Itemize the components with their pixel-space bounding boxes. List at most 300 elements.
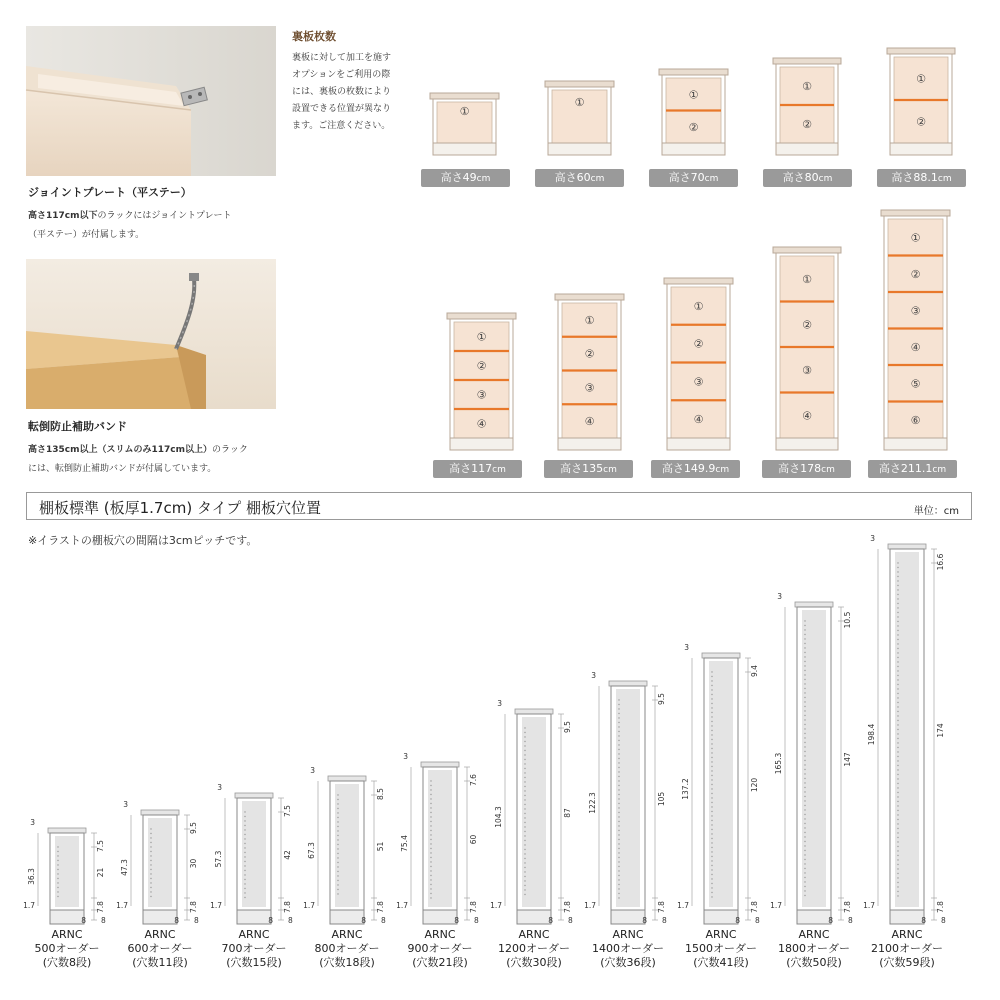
shelf-hole xyxy=(430,857,431,858)
rack-base xyxy=(450,438,513,450)
shelf-hole xyxy=(804,728,805,729)
shelf-hole xyxy=(337,799,338,800)
shelf-hole xyxy=(150,860,151,861)
shelf-hole xyxy=(804,832,805,833)
shelf-hole xyxy=(337,808,338,809)
shelf-hole xyxy=(244,892,245,893)
shelf-hole xyxy=(804,841,805,842)
rack-top-board xyxy=(773,58,841,64)
shelf-hole xyxy=(711,896,712,897)
rack-top-board xyxy=(881,210,950,216)
shelf-hole xyxy=(524,858,525,859)
shelf-hole xyxy=(430,785,431,786)
dim-inner: 67.3 xyxy=(307,842,316,859)
shelf-hole xyxy=(804,742,805,743)
rack-height-unit: cm xyxy=(932,465,947,475)
shelf-hole xyxy=(804,751,805,752)
shelf-hole xyxy=(804,818,805,819)
shelf-hole xyxy=(524,867,525,868)
shelf-hole xyxy=(430,789,431,790)
dim-base-left: 8 xyxy=(268,916,273,925)
top-board xyxy=(515,709,553,714)
shelf-hole xyxy=(524,835,525,836)
panel-number: ⑥ xyxy=(910,413,921,427)
shelf-hole xyxy=(897,576,898,577)
shelf-hole xyxy=(57,878,58,879)
panel-number: ② xyxy=(476,359,487,373)
dim-inner: 137.2 xyxy=(681,778,690,800)
shelf-hole xyxy=(524,763,525,764)
panel-number: ① xyxy=(910,231,921,245)
panel-number: ④ xyxy=(802,409,812,423)
panel-number: ⑤ xyxy=(910,377,921,391)
shelf-hole xyxy=(150,828,151,829)
shelf-hole xyxy=(244,852,245,853)
section-title: 棚板標準 (板厚1.7cm) タイプ 棚板穴位置 xyxy=(39,499,321,517)
shelf-hole xyxy=(897,787,898,788)
shelf-hole xyxy=(897,891,898,892)
shelf-hole xyxy=(897,612,898,613)
dim-top-gap: 7.6 xyxy=(469,774,478,786)
dim-base-right: 8 xyxy=(941,916,946,925)
shelf-hole xyxy=(711,856,712,857)
shelf-hole xyxy=(337,875,338,876)
shelf-hole xyxy=(804,652,805,653)
shelf-hole xyxy=(711,757,712,758)
shelf-hole xyxy=(804,665,805,666)
dim-base-left: 8 xyxy=(735,916,740,925)
model-label xyxy=(676,928,766,970)
shelf-hole xyxy=(711,779,712,780)
back-panel xyxy=(242,801,266,907)
dim-top: 3 xyxy=(217,783,222,792)
shelf-hole xyxy=(244,888,245,889)
panel-number: ① xyxy=(459,105,470,119)
model-order: 800オーダー xyxy=(314,942,380,955)
top-board xyxy=(702,653,740,658)
shelf-hole xyxy=(804,629,805,630)
shelf-hole xyxy=(897,868,898,869)
dim-base-right: 8 xyxy=(848,916,853,925)
shelf-hole xyxy=(618,717,619,718)
shelf-hole xyxy=(897,774,898,775)
shelf-hole xyxy=(897,832,898,833)
shelf-hole xyxy=(524,727,525,728)
shelf-hole xyxy=(804,701,805,702)
panel-number: ① xyxy=(476,330,487,344)
panel-number: ① xyxy=(688,88,699,102)
shelf-hole xyxy=(524,754,525,755)
dim-top: 3 xyxy=(870,534,875,543)
panel-number: ② xyxy=(802,118,812,131)
shelf-hole xyxy=(897,823,898,824)
rack-top-board xyxy=(664,278,733,284)
dim-top-gap: 10.5 xyxy=(843,611,852,629)
shelf-hole xyxy=(897,688,898,689)
shelf-hole xyxy=(618,744,619,745)
shelf-hole xyxy=(150,842,151,843)
shelf-hole xyxy=(150,837,151,838)
rack-10 xyxy=(881,210,950,452)
joint-plate-text xyxy=(28,207,278,245)
model-holes: (穴数41段) xyxy=(693,956,749,969)
dim-top: 3 xyxy=(310,766,315,775)
shelf-hole xyxy=(897,855,898,856)
rack-height-label xyxy=(535,169,624,187)
shelf-hole xyxy=(618,897,619,898)
model-order: 1500オーダー xyxy=(685,942,757,955)
panel-number: ③ xyxy=(584,381,595,395)
shelf-hole xyxy=(430,897,431,898)
panel-number: ① xyxy=(916,72,926,86)
model-order: 2100オーダー xyxy=(871,942,943,955)
dim-span: 105 xyxy=(657,791,666,807)
panel-number: ① xyxy=(584,313,595,327)
rack-base xyxy=(667,438,730,450)
shelf-hole xyxy=(711,815,712,816)
top-board xyxy=(795,602,833,607)
shelf-hole xyxy=(711,694,712,695)
rack-height-unit: cm xyxy=(603,465,617,475)
shelf-hole xyxy=(711,698,712,699)
shelf-hole xyxy=(524,732,525,733)
shelf-hole xyxy=(897,841,898,842)
shelf-hole xyxy=(804,809,805,810)
model-label xyxy=(115,928,205,970)
shelf-hole xyxy=(430,852,431,853)
panel-number: ④ xyxy=(476,417,487,431)
shelf-hole xyxy=(430,861,431,862)
shelf-hole xyxy=(897,846,898,847)
dim-inner: 165.3 xyxy=(774,752,783,775)
rack-7 xyxy=(555,294,624,452)
dim-top-gap: 9.5 xyxy=(563,721,572,733)
shelf-hole xyxy=(244,811,245,812)
shelf-hole xyxy=(804,778,805,779)
dim-lower-gap: 7.8 xyxy=(563,901,572,913)
rack-height-value: 高さ211.1 xyxy=(878,462,933,475)
shelf-hole xyxy=(711,775,712,776)
shelf-hole xyxy=(524,822,525,823)
model-order: 600オーダー xyxy=(127,942,193,955)
dim-lower-gap: 7.8 xyxy=(283,901,292,913)
shelf-hole xyxy=(804,706,805,707)
shelf-hole xyxy=(618,843,619,844)
shelf-hole xyxy=(897,747,898,748)
model-name: ARNC xyxy=(798,928,830,941)
shelf-hole xyxy=(430,794,431,795)
rack-height-value: 高さ149.9 xyxy=(661,462,716,475)
rack-height-value: 高さ135 xyxy=(560,462,604,475)
shelf-hole xyxy=(430,798,431,799)
rack-base xyxy=(776,143,838,155)
shelf-hole xyxy=(244,874,245,875)
shelf-hole xyxy=(57,891,58,892)
panel-number: ② xyxy=(916,115,926,129)
shelf-hole xyxy=(150,851,151,852)
dim-inner: 36.3 xyxy=(27,868,36,885)
shelf-hole xyxy=(897,571,898,572)
rack-base xyxy=(558,438,621,450)
panel-number: ④ xyxy=(693,413,704,427)
dim-top-gap: 7.5 xyxy=(283,805,292,817)
rack-base xyxy=(776,438,838,450)
rack-top-board xyxy=(555,294,624,300)
back-panel-title: 裏板枚数 xyxy=(292,30,336,43)
dim-base-right: 8 xyxy=(194,916,199,925)
shelf-hole xyxy=(804,755,805,756)
back-panel xyxy=(616,689,640,907)
rack-height-label xyxy=(651,460,740,478)
shelf-hole xyxy=(804,715,805,716)
shelf-hole xyxy=(57,864,58,865)
shelf-hole xyxy=(150,878,151,879)
rack-height-value: 高さ88.1 xyxy=(891,171,938,184)
panel-number: ④ xyxy=(584,415,595,429)
shelf-hole xyxy=(618,735,619,736)
dim-top-gap: 9.5 xyxy=(189,822,198,834)
shelf-hole xyxy=(524,804,525,805)
shelf-hole xyxy=(711,671,712,672)
shelf-hole xyxy=(244,843,245,844)
shelf-hole xyxy=(711,770,712,771)
panel-number: ① xyxy=(693,299,704,313)
shelf-hole xyxy=(244,847,245,848)
shelf-hole xyxy=(337,826,338,827)
shelf-hole xyxy=(804,814,805,815)
shelf-hole xyxy=(897,675,898,676)
shelf-hole xyxy=(711,712,712,713)
shelf-hole xyxy=(711,725,712,726)
shelf-hole xyxy=(430,893,431,894)
base xyxy=(50,910,84,924)
shelf-hole xyxy=(618,785,619,786)
dim-inner: 57.3 xyxy=(214,850,223,868)
dim-top-gap: 7.5 xyxy=(96,840,105,852)
dim-inner: 198.4 xyxy=(867,723,876,746)
model-holes: (穴数36段) xyxy=(600,956,656,969)
shelf-hole xyxy=(524,826,525,827)
shelf-hole xyxy=(337,884,338,885)
shelf-hole xyxy=(618,789,619,790)
shelf-hole xyxy=(897,657,898,658)
shelf-hole xyxy=(804,746,805,747)
shelf-hole xyxy=(618,812,619,813)
dim-bottom-shelf: 1.7 xyxy=(116,901,128,910)
shelf-hole xyxy=(897,711,898,712)
shelf-hole xyxy=(711,730,712,731)
rack-2 xyxy=(545,81,614,157)
shelf-hole xyxy=(618,780,619,781)
shelf-hole xyxy=(618,839,619,840)
dim-span: 120 xyxy=(750,777,759,793)
shelf-hole xyxy=(57,873,58,874)
shelf-hole xyxy=(711,743,712,744)
shelf-hole xyxy=(897,607,898,608)
shelf-hole xyxy=(711,820,712,821)
shelf-hole xyxy=(897,778,898,779)
panel-number: ② xyxy=(910,267,921,281)
shelf-hole xyxy=(897,864,898,865)
dim-base-right: 8 xyxy=(474,916,479,925)
shelf-hole xyxy=(524,777,525,778)
shelf-hole xyxy=(524,790,525,791)
shelf-hole xyxy=(711,680,712,681)
shelf-hole xyxy=(57,887,58,888)
shelf-hole xyxy=(711,716,712,717)
shelf-hole xyxy=(897,810,898,811)
shelf-hole xyxy=(711,788,712,789)
shelf-hole xyxy=(430,830,431,831)
shelf-hole xyxy=(57,896,58,897)
model-order: 1800オーダー xyxy=(778,942,850,955)
rack-6 xyxy=(447,313,516,452)
shelf-hole xyxy=(711,739,712,740)
shelf-hole xyxy=(337,848,338,849)
model-label xyxy=(489,928,579,970)
shelf-hole xyxy=(711,833,712,834)
model-order: 900オーダー xyxy=(407,942,473,955)
shelf-hole xyxy=(244,829,245,830)
base xyxy=(517,910,551,924)
rack-height-value: 高さ80 xyxy=(782,171,819,184)
shelf-hole xyxy=(150,833,151,834)
shelf-hole xyxy=(618,803,619,804)
dim-top: 3 xyxy=(497,699,502,708)
shelf-hole xyxy=(897,738,898,739)
base xyxy=(890,910,924,924)
rack-base xyxy=(890,143,952,155)
shelf-hole xyxy=(804,881,805,882)
top-board xyxy=(609,681,647,686)
shelf-hole xyxy=(150,882,151,883)
shelf-hole xyxy=(711,784,712,785)
shelf-hole xyxy=(897,756,898,757)
shelf-hole xyxy=(897,733,898,734)
shelf-hole xyxy=(897,648,898,649)
pitch-note: ※イラストの棚板穴の間隔は3cmピッチです。 xyxy=(28,534,258,547)
shelf-hole xyxy=(711,874,712,875)
shelf-hole xyxy=(618,699,619,700)
dim-bottom-shelf: 1.7 xyxy=(23,901,35,910)
shelf-hole xyxy=(711,851,712,852)
rack-8 xyxy=(664,278,733,452)
shelf-hole xyxy=(897,639,898,640)
model-order: 500オーダー xyxy=(34,942,100,955)
shelf-hole xyxy=(711,689,712,690)
dim-top-gap: 9.4 xyxy=(750,665,759,677)
shelf-hole xyxy=(524,813,525,814)
top-board xyxy=(421,762,459,767)
shelf-hole xyxy=(804,845,805,846)
shelf-hole xyxy=(524,759,525,760)
dim-base-right: 8 xyxy=(101,916,106,925)
shelf-hole xyxy=(244,883,245,884)
dim-top-gap: 16.6 xyxy=(936,553,945,571)
shelf-hole xyxy=(804,710,805,711)
shelf-hole xyxy=(524,844,525,845)
model-label xyxy=(395,928,485,970)
shelf-hole xyxy=(430,866,431,867)
shelf-hole xyxy=(337,871,338,872)
rack-height-label xyxy=(544,460,633,478)
shelf-hole xyxy=(897,706,898,707)
shelf-hole xyxy=(804,796,805,797)
base xyxy=(611,910,645,924)
shelf-hole xyxy=(804,805,805,806)
shelf-hole xyxy=(524,885,525,886)
shelf-hole xyxy=(618,731,619,732)
shelf-hole xyxy=(711,887,712,888)
rack-base xyxy=(884,438,947,450)
dim-bottom-shelf: 1.7 xyxy=(677,901,689,910)
shelf-hole xyxy=(804,827,805,828)
shelf-hole xyxy=(897,697,898,698)
dim-top: 3 xyxy=(591,671,596,680)
shelf-hole xyxy=(804,782,805,783)
shelf-hole xyxy=(897,670,898,671)
rack-height-label xyxy=(763,169,852,187)
shelf-hole xyxy=(524,862,525,863)
shelf-hole xyxy=(618,861,619,862)
panel-number: ④ xyxy=(910,340,921,354)
model-name: ARNC xyxy=(612,928,644,941)
shelf-hole xyxy=(524,894,525,895)
shelf-hole xyxy=(897,567,898,568)
shelf-hole xyxy=(897,720,898,721)
shelf-hole xyxy=(711,883,712,884)
back-panel-text: 裏板に対して加工を施す オプションをご利用の際 には、裏板の枚数により 設置できる位置が異なり ます。ご注意ください。 xyxy=(292,53,392,131)
shelf-hole xyxy=(804,697,805,698)
dim-inner: 75.4 xyxy=(400,835,409,852)
panel-number: ② xyxy=(688,120,699,134)
rack-height-label xyxy=(762,460,851,478)
shelf-hole xyxy=(524,849,525,850)
panel-number: ③ xyxy=(802,363,812,377)
shelf-hole xyxy=(524,876,525,877)
back-panel xyxy=(148,818,172,907)
rack-height-unit: cm xyxy=(818,174,833,184)
shelf-hole xyxy=(897,666,898,667)
joint-plate-photo xyxy=(26,26,276,176)
dim-span: 42 xyxy=(283,850,292,860)
dim-base-left: 8 xyxy=(361,916,366,925)
dim-lower-gap: 7.8 xyxy=(750,901,759,913)
model-label xyxy=(209,928,299,970)
shelf-hole xyxy=(618,753,619,754)
shelf-hole xyxy=(711,707,712,708)
shelf-hole xyxy=(804,625,805,626)
shelf-hole xyxy=(897,796,898,797)
shelf-hole xyxy=(711,860,712,861)
shelf-hole xyxy=(711,847,712,848)
shelf-hole xyxy=(337,821,338,822)
shelf-hole xyxy=(897,661,898,662)
shelf-hole xyxy=(618,821,619,822)
anti-tip-text xyxy=(28,441,278,479)
shelf-hole xyxy=(57,860,58,861)
base xyxy=(143,910,177,924)
shelf-hole xyxy=(57,882,58,883)
shelf-hole xyxy=(897,850,898,851)
panel-number: ② xyxy=(584,347,595,361)
shelf-hole xyxy=(618,852,619,853)
dim-inner: 104.3 xyxy=(494,806,503,828)
shelf-hole xyxy=(804,764,805,765)
shelf-hole xyxy=(430,807,431,808)
shelf-hole xyxy=(897,643,898,644)
shelf-hole xyxy=(711,676,712,677)
